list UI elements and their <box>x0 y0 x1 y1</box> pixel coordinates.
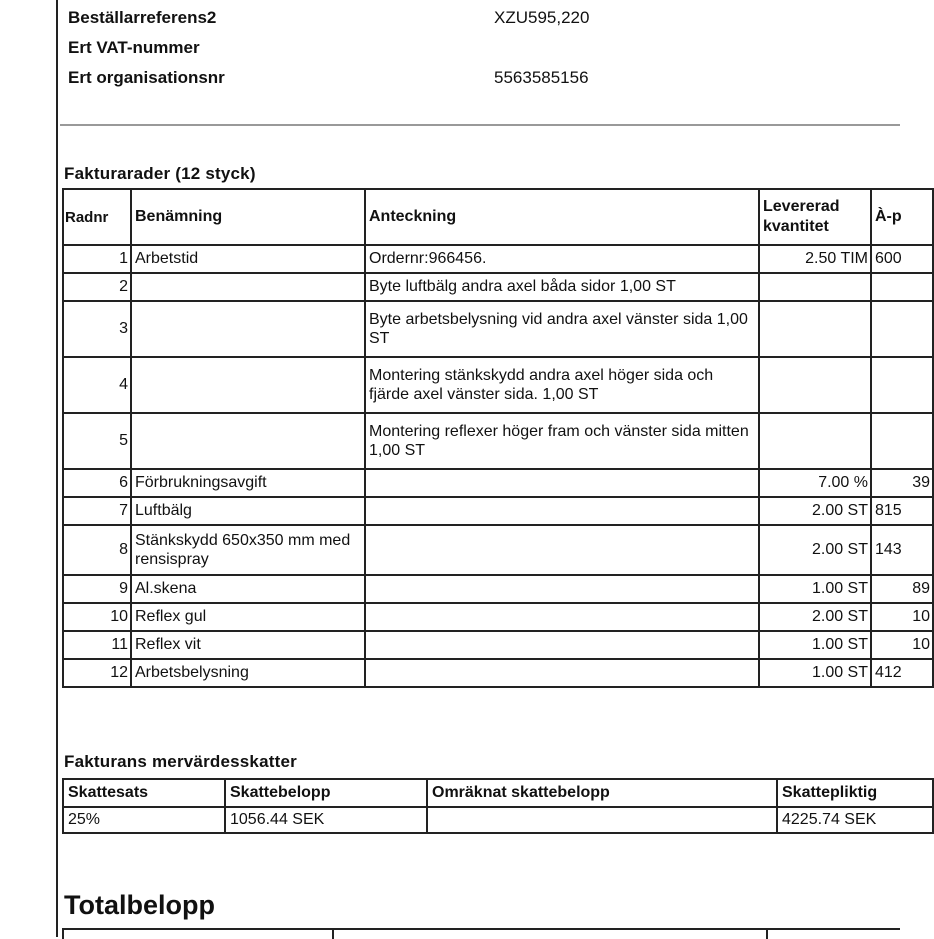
col-header-skattesats: Skattesats <box>63 779 225 807</box>
totals-title: Totalbelopp <box>64 890 215 920</box>
col-header-anteckning: Anteckning <box>365 189 759 245</box>
cell-apris: 10 <box>871 631 933 659</box>
vat-section-title: Fakturans mervärdesskatter <box>64 752 297 771</box>
table-border <box>332 930 334 939</box>
cell-anteckning <box>365 631 759 659</box>
table-row <box>63 525 933 575</box>
cell-apris: 815 <box>871 497 933 525</box>
col-header-omraknat: Omräknat skattebelopp <box>427 779 777 807</box>
cell-radnr: 6 <box>63 469 131 497</box>
page-left-border <box>56 0 58 937</box>
invoice-lines-title: Fakturarader (12 styck) <box>64 164 256 183</box>
reference-row <box>68 36 668 66</box>
cell-radnr: 1 <box>63 245 131 273</box>
cell-anteckning: Montering reflexer höger fram och vänster sida mitten 1,00 ST <box>365 413 759 469</box>
cell-anteckning <box>365 603 759 631</box>
cell-benamning: Förbrukningsavgift <box>131 469 365 497</box>
col-header-levererad: Levererad <box>763 198 840 215</box>
cell-kvantitet: 2.50 TIM <box>759 245 871 273</box>
cell-benamning <box>131 301 365 357</box>
cell-apris: 143 <box>871 525 933 575</box>
cell-radnr: 12 <box>63 659 131 687</box>
cell-radnr: 8 <box>63 525 131 575</box>
reference-label: Ert organisationsnr <box>68 68 225 87</box>
table-row <box>63 575 933 603</box>
table-border <box>766 930 768 939</box>
cell-skattebelopp: 1056.44 SEK <box>225 807 427 833</box>
reference-value: XZU595,220 <box>494 8 590 27</box>
cell-kvantitet: 7.00 % <box>759 469 871 497</box>
col-header-skattepliktig: Skattepliktig <box>777 779 933 807</box>
cell-benamning: Stänkskydd 650x350 mm med rensispray <box>131 525 365 575</box>
cell-benamning: Reflex vit <box>131 631 365 659</box>
table-row <box>63 301 933 357</box>
cell-benamning: Arbetsbelysning <box>131 659 365 687</box>
col-header-kvantitet: kvantitet <box>763 218 829 235</box>
cell-benamning: Luftbälg <box>131 497 365 525</box>
vat-row <box>63 807 933 833</box>
col-header-levererad-kvantitet <box>759 189 871 245</box>
cell-radnr: 11 <box>63 631 131 659</box>
reference-label: Ert VAT-nummer <box>68 38 200 57</box>
cell-radnr: 7 <box>63 497 131 525</box>
table-border <box>62 930 64 939</box>
vat-header-row <box>63 779 933 807</box>
cell-kvantitet: 1.00 ST <box>759 659 871 687</box>
invoice-lines-table <box>62 188 934 688</box>
cell-anteckning: Ordernr:966456. <box>365 245 759 273</box>
cell-kvantitet <box>759 273 871 301</box>
cell-anteckning <box>365 469 759 497</box>
reference-value: 5563585156 <box>494 68 589 87</box>
cell-benamning: Al.skena <box>131 575 365 603</box>
table-row <box>63 245 933 273</box>
cell-radnr: 4 <box>63 357 131 413</box>
cell-kvantitet: 1.00 ST <box>759 631 871 659</box>
table-row <box>63 357 933 413</box>
cell-kvantitet: 2.00 ST <box>759 497 871 525</box>
totals-table-edge <box>62 928 900 939</box>
cell-anteckning: Byte arbetsbelysning vid andra axel vänster sida 1,00 ST <box>365 301 759 357</box>
cell-radnr: 5 <box>63 413 131 469</box>
cell-kvantitet: 1.00 ST <box>759 575 871 603</box>
cell-apris: 89 <box>871 575 933 603</box>
cell-apris <box>871 357 933 413</box>
table-row <box>63 469 933 497</box>
cell-apris <box>871 301 933 357</box>
cell-skattepliktig: 4225.74 SEK <box>777 807 933 833</box>
cell-radnr: 9 <box>63 575 131 603</box>
cell-apris <box>871 413 933 469</box>
reference-row <box>68 66 668 96</box>
section-divider <box>60 124 900 126</box>
table-row <box>63 603 933 631</box>
cell-kvantitet: 2.00 ST <box>759 525 871 575</box>
cell-apris <box>871 273 933 301</box>
cell-anteckning <box>365 497 759 525</box>
col-header-apris: À-p <box>871 189 933 245</box>
cell-anteckning <box>365 659 759 687</box>
table-header-row <box>63 189 933 245</box>
table-row <box>63 631 933 659</box>
cell-benamning: Reflex gul <box>131 603 365 631</box>
cell-kvantitet <box>759 357 871 413</box>
cell-radnr: 10 <box>63 603 131 631</box>
cell-radnr: 3 <box>63 301 131 357</box>
cell-anteckning <box>365 575 759 603</box>
cell-kvantitet <box>759 413 871 469</box>
cell-radnr: 2 <box>63 273 131 301</box>
cell-apris: 39 <box>871 469 933 497</box>
table-row <box>63 497 933 525</box>
cell-anteckning: Montering stänkskydd andra axel höger sida och fjärde axel vänster sida. 1,00 ST <box>365 357 759 413</box>
reference-row <box>68 6 668 36</box>
cell-kvantitet: 2.00 ST <box>759 603 871 631</box>
cell-skattesats: 25% <box>63 807 225 833</box>
col-header-radnr: Radnr <box>63 189 131 245</box>
vat-table <box>62 778 934 834</box>
cell-benamning <box>131 413 365 469</box>
cell-anteckning <box>365 525 759 575</box>
col-header-skattebelopp: Skattebelopp <box>225 779 427 807</box>
reference-block <box>68 6 668 96</box>
reference-label: Beställarreferens2 <box>68 8 217 27</box>
cell-benamning <box>131 357 365 413</box>
table-row <box>63 273 933 301</box>
col-header-benamning: Benämning <box>131 189 365 245</box>
cell-apris: 10 <box>871 603 933 631</box>
cell-kvantitet <box>759 301 871 357</box>
cell-anteckning: Byte luftbälg andra axel båda sidor 1,00 ST <box>365 273 759 301</box>
cell-benamning <box>131 273 365 301</box>
cell-omraknat <box>427 807 777 833</box>
cell-apris: 412 <box>871 659 933 687</box>
cell-apris: 600 <box>871 245 933 273</box>
cell-benamning: Arbetstid <box>131 245 365 273</box>
table-row <box>63 413 933 469</box>
table-row <box>63 659 933 687</box>
